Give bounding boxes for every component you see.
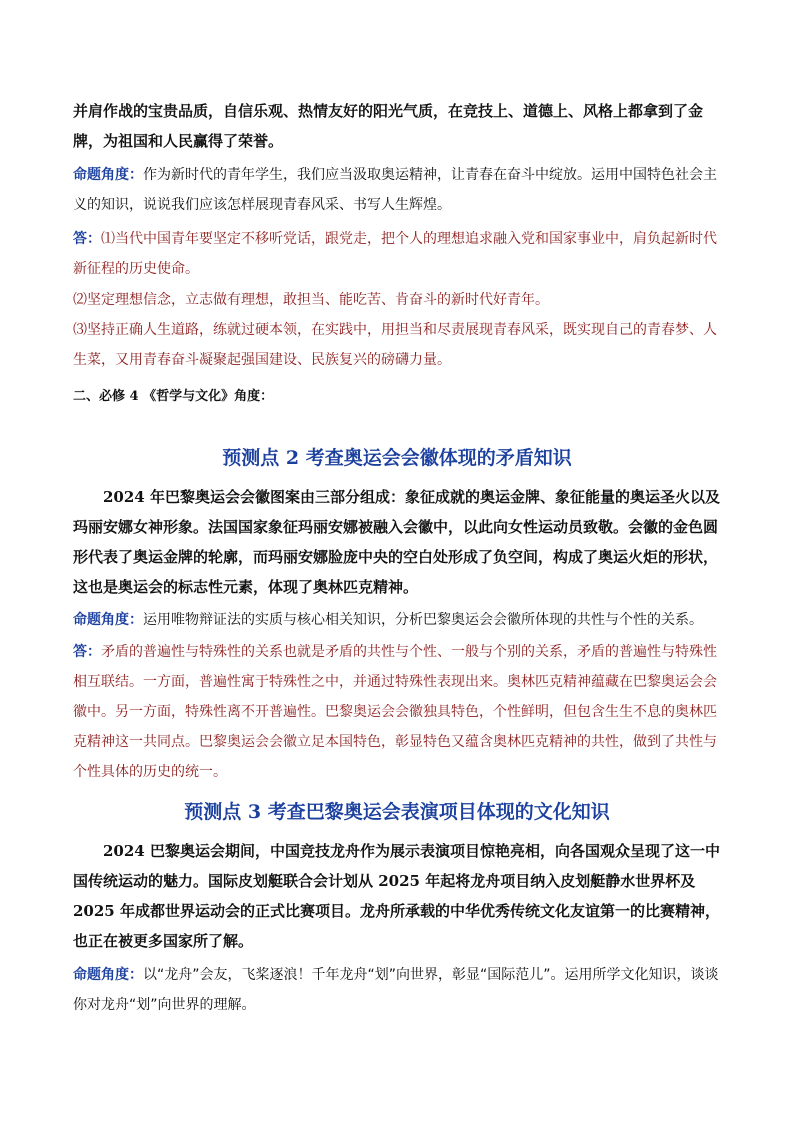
prediction-point-2-heading: 预测点 2 考查奥运会会徽体现的矛盾知识 <box>222 447 572 469</box>
answer-text: 矛盾的普遍性与特殊性的关系也就是矛盾的共性与个性、一般与个别的关系，矛盾的普遍性与特殊性相互联结。一方面，普遍性寓于特殊性之中，并通过特殊性表现出来。奥林匹克精神蕴藏在巴黎奥运会会徽中。另一方面，特殊性离不开普遍性。巴黎奥运会会徽独具特色，个性鲜明，但包含生生不息的奥林匹克精神这一共同点。巴黎奥运会会徽立足本国特色，彰显特色又蕴含奥林匹克精神的共性，做到了共性与个性具体的历史的统一。 <box>73 644 717 780</box>
question-label: 命题角度： <box>73 967 143 983</box>
answer-text: ⑴当代中国青年要坚定不移听党话，跟党走，把个人的理想追求融入党和国家事业中，肩负起新时代新征程的历史使命。 <box>73 231 717 277</box>
prediction-point-3-heading: 预测点 3 考查巴黎奥运会表演项目体现的文化知识 <box>184 801 610 823</box>
paragraph-intro: 并肩作战的宝贵品质，自信乐观、热情友好的阳光气质，在竞技上、道德上、风格上都拿到了金牌，为祖国和人民赢得了荣誉。 <box>73 102 704 150</box>
answer-1-part-1 <box>73 224 723 284</box>
answer-2 <box>73 637 723 787</box>
question-2 <box>73 605 723 635</box>
paragraph-emblem: 2024 年巴黎奥运会会徽图案由三部分组成：象征成就的奥运金牌、象征能量的奥运圣火以及玛丽安娜女神形象。法国国家象征玛丽安娜被融入会徽中，以此向女性运动员致敬。会徽的金色圆形代表了奥运金牌的轮廓，而玛丽安娜脸庞中央的空白处形成了负空间，构成了奥运火炬的形状，这也是奥运会的标志性元素，体现了奥林匹克精神。 <box>73 488 720 596</box>
question-text: 以“龙舟”会友，飞桨逐浪！千年龙舟“划”向世界，彰显“国际范儿”。运用所学文化知识，谈谈你对龙舟“划”向世界的理解。 <box>73 967 719 1013</box>
question-label: 命题角度： <box>73 612 143 628</box>
question-text: 运用唯物辩证法的实质与核心相关知识，分析巴黎奥运会会徽所体现的共性与个性的关系。 <box>143 612 703 628</box>
paragraph-dragon-boat: 2024 巴黎奥运会期间，中国竞技龙舟作为展示表演项目惊艳亮相，向各国观众呈现了这一中国传统运动的魅力。国际皮划艇联合会计划从 2025 年起将龙舟项目纳入皮划艇静水世界杯及 2025 年成都世界运动会的正式比赛项目。龙舟所承载的中华优秀传统文化友谊第一的比赛精神，也正在被更多国家所了解。 <box>73 842 720 950</box>
question-label: 命题角度： <box>73 167 143 183</box>
answer-1-part-3: ⑶坚持正确人生道路，练就过硬本领，在实践中，用担当和尽责展现青春风采，既实现自己的青春梦、人生菜，又用青春奋斗凝聚起强国建设、民族复兴的磅礴力量。 <box>73 322 717 368</box>
question-text: 作为新时代的青年学生，我们应当汲取奥运精神，让青春在奋斗中绽放。运用中国特色社会主义的知识，说说我们应该怎样展现青春风采、书写人生辉煌。 <box>73 167 717 213</box>
question-1 <box>73 160 723 220</box>
answer-1-part-2: ⑵坚定理想信念，立志做有理想，敢担当、能吃苦、肯奋斗的新时代好青年。 <box>73 292 549 308</box>
answer-label: 答： <box>73 644 101 660</box>
answer-label: 答： <box>73 231 101 247</box>
section-heading: 二、必修 4 《哲学与文化》角度： <box>73 389 274 404</box>
question-3 <box>73 960 723 1020</box>
